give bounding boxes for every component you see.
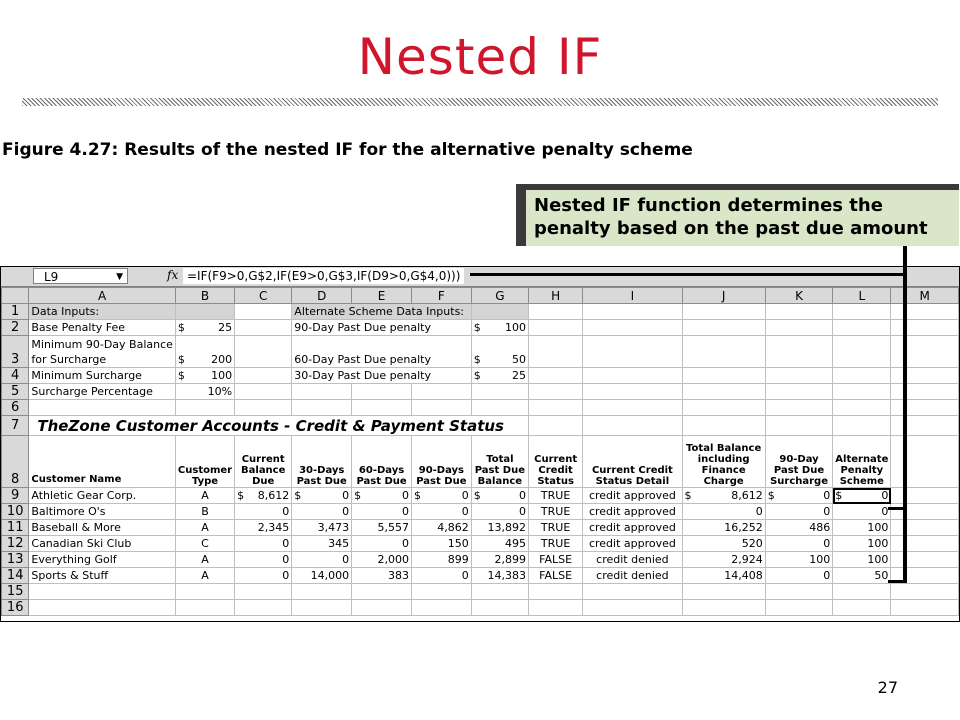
cell[interactable] bbox=[528, 320, 582, 336]
name-box[interactable] bbox=[33, 268, 128, 284]
cell-30[interactable]: 345 bbox=[292, 536, 352, 552]
cell-surcharge[interactable]: 486 bbox=[765, 520, 833, 536]
header-credit-status[interactable]: Current Credit Status bbox=[528, 436, 582, 488]
name-box-value: L9 bbox=[44, 270, 59, 284]
row-header[interactable]: 8 bbox=[2, 436, 29, 488]
dollar-sign: $ bbox=[177, 353, 185, 366]
cell-current[interactable]: 0 bbox=[235, 504, 292, 520]
cell-surcharge[interactable]: 100 bbox=[765, 552, 833, 568]
cell[interactable] bbox=[891, 504, 959, 520]
value: 8,612 bbox=[257, 488, 290, 502]
cell[interactable] bbox=[682, 368, 765, 384]
cell-current[interactable]: 0 bbox=[235, 536, 292, 552]
cell-data-inputs[interactable]: Data Inputs: bbox=[29, 304, 176, 320]
cell[interactable] bbox=[175, 584, 234, 600]
cell[interactable] bbox=[471, 384, 528, 400]
cell-status[interactable]: FALSE bbox=[528, 568, 582, 584]
header-customer-type[interactable]: Customer Type bbox=[175, 436, 234, 488]
cell-balance[interactable] bbox=[682, 488, 765, 504]
formula-bar bbox=[1, 267, 959, 287]
cell[interactable] bbox=[29, 584, 176, 600]
cell[interactable] bbox=[682, 304, 765, 320]
cell[interactable] bbox=[352, 600, 412, 616]
cell-label[interactable]: 30-Day Past Due penalty bbox=[292, 368, 471, 384]
row-header[interactable]: 9 bbox=[2, 488, 29, 504]
cell-90[interactable]: 0 bbox=[411, 568, 471, 584]
header-alt-penalty[interactable]: Alternate Penalty Scheme bbox=[833, 436, 891, 488]
label-line: Minimum 90-Day Balance bbox=[31, 337, 173, 351]
cell[interactable] bbox=[765, 584, 833, 600]
cell[interactable] bbox=[471, 304, 528, 320]
row-header[interactable]: 2 bbox=[2, 320, 29, 336]
cell-60[interactable]: 5,557 bbox=[352, 520, 412, 536]
cell[interactable] bbox=[833, 320, 891, 336]
column-header[interactable]: D bbox=[292, 288, 352, 304]
cell[interactable] bbox=[891, 536, 959, 552]
value: 0 bbox=[881, 488, 889, 502]
cell[interactable] bbox=[583, 320, 682, 336]
cell-type[interactable]: A bbox=[175, 552, 234, 568]
cell[interactable] bbox=[235, 336, 292, 368]
cell-total[interactable] bbox=[471, 488, 528, 504]
dollar-sign: $ bbox=[835, 488, 843, 502]
cell-label[interactable]: 90-Day Past Due penalty bbox=[292, 320, 471, 336]
header-total-past-due[interactable]: Total Past Due Balance bbox=[471, 436, 528, 488]
row-header[interactable]: 3 bbox=[2, 336, 29, 368]
connector-vertical bbox=[903, 246, 907, 583]
cell-surcharge[interactable]: 0 bbox=[765, 536, 833, 552]
cell[interactable] bbox=[29, 400, 176, 416]
cell-label[interactable]: Minimum Surcharge bbox=[29, 368, 176, 384]
select-all-corner[interactable] bbox=[2, 288, 29, 304]
spreadsheet bbox=[0, 266, 960, 622]
dollar-sign: $ bbox=[473, 368, 481, 382]
value: 25 bbox=[218, 320, 233, 334]
header-60-days[interactable]: 60-Days Past Due bbox=[352, 436, 412, 488]
cell[interactable] bbox=[682, 336, 765, 368]
cell[interactable] bbox=[528, 304, 582, 320]
header-30-days[interactable]: 30-Days Past Due bbox=[292, 436, 352, 488]
value: 0 bbox=[401, 488, 409, 502]
cell[interactable] bbox=[833, 584, 891, 600]
cell[interactable] bbox=[235, 368, 292, 384]
column-header[interactable]: A bbox=[29, 288, 176, 304]
cell-label[interactable]: Surcharge Percentage bbox=[29, 384, 176, 400]
cell-label[interactable]: Base Penalty Fee bbox=[29, 320, 176, 336]
row-header[interactable]: 16 bbox=[2, 600, 29, 616]
cell[interactable] bbox=[891, 552, 959, 568]
cell-name[interactable]: Baltimore O's bbox=[29, 504, 176, 520]
active-cell-l9[interactable] bbox=[833, 488, 891, 504]
cell[interactable] bbox=[833, 416, 891, 436]
cell[interactable] bbox=[765, 400, 833, 416]
header-surcharge[interactable]: 90-Day Past Due Surcharge bbox=[765, 436, 833, 488]
cell[interactable] bbox=[583, 384, 682, 400]
cell[interactable] bbox=[411, 600, 471, 616]
header-total-balance[interactable]: Total Balance including Finance Charge bbox=[682, 436, 765, 488]
cell-balance[interactable]: 0 bbox=[682, 504, 765, 520]
cell-30[interactable]: 3,473 bbox=[292, 520, 352, 536]
cell-value[interactable] bbox=[471, 368, 528, 384]
row-header[interactable]: 11 bbox=[2, 520, 29, 536]
column-header[interactable]: M bbox=[891, 288, 959, 304]
cell[interactable] bbox=[765, 368, 833, 384]
cell-type[interactable]: B bbox=[175, 504, 234, 520]
figure-caption: Figure 4.27: Results of the nested IF for the alternative penalty scheme bbox=[2, 140, 693, 160]
cell[interactable] bbox=[528, 368, 582, 384]
cell-alt[interactable]: 100 bbox=[833, 520, 891, 536]
callout-box bbox=[516, 184, 959, 246]
cell-total[interactable]: 13,892 bbox=[471, 520, 528, 536]
cell[interactable] bbox=[833, 400, 891, 416]
cell[interactable] bbox=[235, 320, 292, 336]
cell[interactable] bbox=[471, 400, 528, 416]
cell-30[interactable]: 0 bbox=[292, 504, 352, 520]
cell-alt[interactable]: 100 bbox=[833, 552, 891, 568]
cell[interactable] bbox=[682, 384, 765, 400]
table-title[interactable]: TheZone Customer Accounts - Credit & Payment Status bbox=[29, 416, 529, 436]
cell[interactable] bbox=[765, 384, 833, 400]
dollar-sign: $ bbox=[473, 488, 481, 502]
cell-balance[interactable]: 520 bbox=[682, 536, 765, 552]
cell-value[interactable] bbox=[175, 336, 234, 368]
cell-90[interactable] bbox=[411, 488, 471, 504]
cell[interactable] bbox=[411, 384, 471, 400]
cell-30[interactable]: 0 bbox=[292, 552, 352, 568]
slide-title: Nested IF bbox=[357, 28, 603, 86]
dollar-sign: $ bbox=[177, 320, 185, 334]
cell[interactable] bbox=[583, 416, 682, 436]
cell-surcharge[interactable]: 0 bbox=[765, 504, 833, 520]
cell-alt[interactable]: 50 bbox=[833, 568, 891, 584]
cell-90[interactable]: 899 bbox=[411, 552, 471, 568]
cell[interactable] bbox=[891, 600, 959, 616]
value: 0 bbox=[461, 488, 469, 502]
column-header[interactable]: H bbox=[528, 288, 582, 304]
row-header[interactable]: 13 bbox=[2, 552, 29, 568]
cell-type[interactable]: A bbox=[175, 488, 234, 504]
cell[interactable] bbox=[411, 400, 471, 416]
cell-current[interactable]: 0 bbox=[235, 552, 292, 568]
cell[interactable] bbox=[891, 304, 959, 320]
header-current-balance[interactable]: Current Balance Due bbox=[235, 436, 292, 488]
row-header[interactable]: 1 bbox=[2, 304, 29, 320]
cell[interactable] bbox=[235, 384, 292, 400]
fx-icon[interactable]: fx bbox=[167, 268, 179, 282]
connector-formula bbox=[470, 273, 907, 276]
value: 100 bbox=[504, 320, 526, 334]
dollar-sign: $ bbox=[294, 488, 302, 502]
cell[interactable] bbox=[528, 336, 582, 368]
dollar-sign: $ bbox=[177, 368, 185, 382]
cell-alt-inputs[interactable]: Alternate Scheme Data Inputs: bbox=[292, 304, 471, 320]
cell-60[interactable] bbox=[352, 488, 412, 504]
cell[interactable] bbox=[891, 320, 959, 336]
cell-60[interactable]: 0 bbox=[352, 504, 412, 520]
cell-total[interactable]: 2,899 bbox=[471, 552, 528, 568]
cell[interactable] bbox=[471, 600, 528, 616]
cell[interactable] bbox=[528, 416, 582, 436]
column-header[interactable]: G bbox=[471, 288, 528, 304]
value: 8,612 bbox=[731, 488, 763, 502]
cell-balance[interactable]: 14,408 bbox=[682, 568, 765, 584]
cell[interactable] bbox=[292, 400, 352, 416]
cell-type[interactable]: A bbox=[175, 568, 234, 584]
cell[interactable] bbox=[528, 600, 582, 616]
cell[interactable] bbox=[833, 384, 891, 400]
cell-current[interactable]: 2,345 bbox=[235, 520, 292, 536]
label-line: for Surcharge bbox=[31, 352, 107, 366]
connector-row14 bbox=[888, 580, 907, 583]
cell-name[interactable]: Athletic Gear Corp. bbox=[29, 488, 176, 504]
cell[interactable] bbox=[583, 368, 682, 384]
row-header[interactable]: 15 bbox=[2, 584, 29, 600]
cell[interactable] bbox=[175, 400, 234, 416]
cell[interactable] bbox=[765, 304, 833, 320]
cell[interactable] bbox=[765, 600, 833, 616]
column-header[interactable]: J bbox=[682, 288, 765, 304]
column-header[interactable]: B bbox=[175, 288, 234, 304]
column-header[interactable]: E bbox=[352, 288, 412, 304]
cell[interactable] bbox=[292, 384, 352, 400]
cell-60[interactable]: 0 bbox=[352, 536, 412, 552]
cell-name[interactable]: Sports & Stuff bbox=[29, 568, 176, 584]
row-header[interactable]: 14 bbox=[2, 568, 29, 584]
cell[interactable] bbox=[235, 584, 292, 600]
cell[interactable] bbox=[583, 304, 682, 320]
cell-status[interactable]: TRUE bbox=[528, 488, 582, 504]
cell[interactable] bbox=[765, 416, 833, 436]
cell-status[interactable]: TRUE bbox=[528, 504, 582, 520]
value: 0 bbox=[823, 488, 831, 502]
cell-current[interactable]: 0 bbox=[235, 568, 292, 584]
cell-label[interactable] bbox=[29, 336, 176, 368]
cell-60[interactable]: 2,000 bbox=[352, 552, 412, 568]
cell-total[interactable]: 14,383 bbox=[471, 568, 528, 584]
cell[interactable] bbox=[352, 584, 412, 600]
cell[interactable] bbox=[352, 400, 412, 416]
header-customer-name[interactable]: Customer Name bbox=[29, 436, 176, 488]
value: 0 bbox=[518, 488, 526, 502]
cell-alt[interactable]: 0 bbox=[833, 504, 891, 520]
dollar-sign: $ bbox=[473, 353, 481, 366]
value: 200 bbox=[211, 353, 233, 366]
cell[interactable] bbox=[682, 600, 765, 616]
dollar-sign: $ bbox=[237, 488, 245, 502]
cell-value[interactable] bbox=[175, 320, 234, 336]
cell-90[interactable]: 150 bbox=[411, 536, 471, 552]
cell[interactable] bbox=[411, 584, 471, 600]
cell-grid bbox=[1, 287, 959, 616]
cell[interactable] bbox=[471, 584, 528, 600]
value: 25 bbox=[511, 368, 526, 382]
cell[interactable] bbox=[235, 600, 292, 616]
cell-detail[interactable]: credit denied bbox=[583, 552, 682, 568]
row-header[interactable]: 10 bbox=[2, 504, 29, 520]
cell-name[interactable]: Everything Golf bbox=[29, 552, 176, 568]
cell[interactable] bbox=[292, 600, 352, 616]
row-header[interactable]: 12 bbox=[2, 536, 29, 552]
cell[interactable] bbox=[891, 584, 959, 600]
cell-total[interactable]: 495 bbox=[471, 536, 528, 552]
cell[interactable] bbox=[833, 304, 891, 320]
cell-type[interactable]: A bbox=[175, 520, 234, 536]
cell-name[interactable]: Canadian Ski Club bbox=[29, 536, 176, 552]
cell[interactable] bbox=[175, 304, 234, 320]
cell[interactable] bbox=[891, 400, 959, 416]
value: 50 bbox=[511, 353, 526, 366]
cell-detail[interactable]: credit approved bbox=[583, 520, 682, 536]
dollar-sign: $ bbox=[413, 488, 421, 502]
header-90-days[interactable]: 90-Days Past Due bbox=[411, 436, 471, 488]
cell-90[interactable]: 0 bbox=[411, 504, 471, 520]
cell-90[interactable]: 4,862 bbox=[411, 520, 471, 536]
cell[interactable] bbox=[682, 584, 765, 600]
title-divider bbox=[22, 98, 938, 106]
cell[interactable] bbox=[765, 336, 833, 368]
header-credit-status-detail[interactable]: Current Credit Status Detail bbox=[583, 436, 682, 488]
cell-value[interactable]: 10% bbox=[175, 384, 234, 400]
cell[interactable] bbox=[528, 400, 582, 416]
cell-type[interactable]: C bbox=[175, 536, 234, 552]
cell-detail[interactable]: credit approved bbox=[583, 488, 682, 504]
row-header[interactable]: 6 bbox=[2, 400, 29, 416]
cell[interactable] bbox=[891, 416, 959, 436]
column-header[interactable]: K bbox=[765, 288, 833, 304]
cell-balance[interactable]: 2,924 bbox=[682, 552, 765, 568]
value: 0 bbox=[342, 488, 350, 502]
cell-30[interactable]: 14,000 bbox=[292, 568, 352, 584]
cell-balance[interactable]: 16,252 bbox=[682, 520, 765, 536]
cell[interactable] bbox=[583, 600, 682, 616]
row-header[interactable]: 5 bbox=[2, 384, 29, 400]
cell-30[interactable] bbox=[292, 488, 352, 504]
callout-line-2: penalty based on the past due amount bbox=[534, 218, 928, 239]
cell-current[interactable] bbox=[235, 488, 292, 504]
cell-status[interactable]: FALSE bbox=[528, 552, 582, 568]
page-number: 27 bbox=[877, 678, 898, 697]
cell[interactable] bbox=[528, 584, 582, 600]
cell[interactable] bbox=[682, 320, 765, 336]
cell-label[interactable]: 60-Day Past Due penalty bbox=[292, 336, 471, 368]
row-header[interactable]: 4 bbox=[2, 368, 29, 384]
cell[interactable] bbox=[583, 584, 682, 600]
value: 100 bbox=[211, 368, 233, 382]
cell[interactable] bbox=[235, 400, 292, 416]
cell[interactable] bbox=[528, 384, 582, 400]
cell-status[interactable]: TRUE bbox=[528, 520, 582, 536]
cell[interactable] bbox=[891, 436, 959, 488]
dollar-sign: $ bbox=[684, 488, 692, 502]
cell[interactable] bbox=[583, 400, 682, 416]
cell-60[interactable]: 383 bbox=[352, 568, 412, 584]
cell[interactable] bbox=[891, 368, 959, 384]
cell[interactable] bbox=[833, 600, 891, 616]
dollar-sign: $ bbox=[767, 488, 775, 502]
column-header[interactable]: I bbox=[583, 288, 682, 304]
cell[interactable] bbox=[833, 368, 891, 384]
cell-status[interactable]: TRUE bbox=[528, 536, 582, 552]
cell[interactable] bbox=[682, 416, 765, 436]
cell[interactable] bbox=[765, 320, 833, 336]
cell[interactable] bbox=[175, 600, 234, 616]
cell[interactable] bbox=[891, 520, 959, 536]
cell[interactable] bbox=[583, 336, 682, 368]
dollar-sign: $ bbox=[473, 320, 481, 334]
column-header[interactable]: L bbox=[833, 288, 891, 304]
cell[interactable] bbox=[682, 400, 765, 416]
cell-total[interactable]: 0 bbox=[471, 504, 528, 520]
connector-row9 bbox=[888, 507, 907, 510]
cell[interactable] bbox=[352, 384, 412, 400]
cell[interactable] bbox=[833, 336, 891, 368]
cell[interactable] bbox=[235, 304, 292, 320]
cell-value[interactable] bbox=[471, 336, 528, 368]
cell[interactable] bbox=[891, 488, 959, 504]
row-header[interactable]: 7 bbox=[2, 416, 29, 436]
cell-value[interactable] bbox=[471, 320, 528, 336]
cell-alt[interactable]: 100 bbox=[833, 536, 891, 552]
callout-line-1: Nested IF function determines the bbox=[534, 195, 883, 216]
cell-value[interactable] bbox=[175, 368, 234, 384]
cell[interactable] bbox=[292, 584, 352, 600]
cell-detail[interactable]: credit approved bbox=[583, 504, 682, 520]
dollar-sign: $ bbox=[354, 488, 362, 502]
column-header[interactable]: C bbox=[235, 288, 292, 304]
cell[interactable] bbox=[29, 600, 176, 616]
formula-input[interactable]: =IF(F9>0,G$2,IF(E9>0,G$3,IF(D9>0,G$4,0))) bbox=[183, 268, 464, 284]
cell-surcharge[interactable]: 0 bbox=[765, 568, 833, 584]
cell-detail[interactable]: credit approved bbox=[583, 536, 682, 552]
cell[interactable] bbox=[891, 384, 959, 400]
cell-surcharge[interactable] bbox=[765, 488, 833, 504]
dropdown-arrow-icon[interactable]: ▼ bbox=[116, 272, 123, 282]
cell[interactable] bbox=[891, 336, 959, 368]
cell-detail[interactable]: credit denied bbox=[583, 568, 682, 584]
cell-name[interactable]: Baseball & More bbox=[29, 520, 176, 536]
column-header[interactable]: F bbox=[411, 288, 471, 304]
